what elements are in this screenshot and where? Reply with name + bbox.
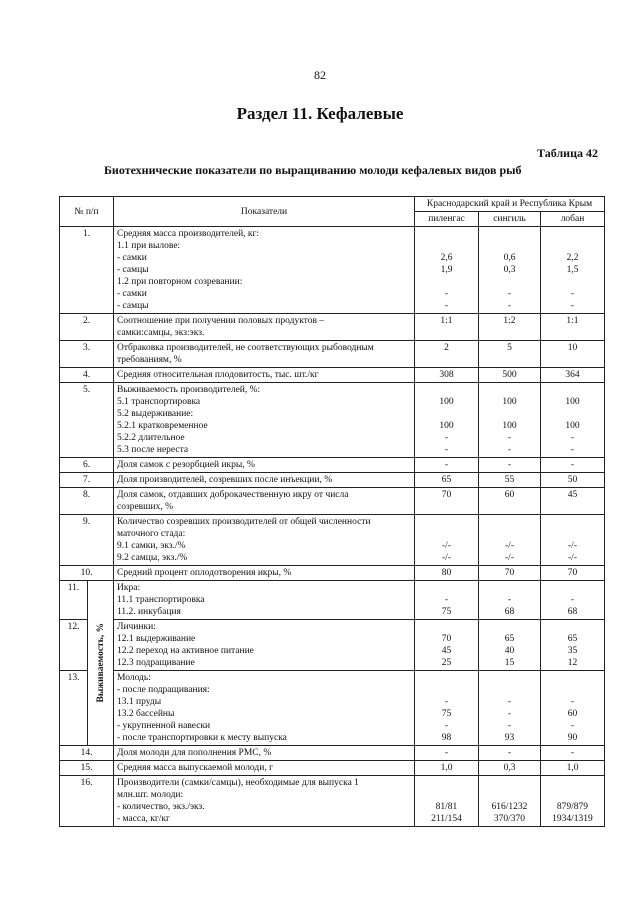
value-line <box>482 228 537 240</box>
indicator-line: 13.2 бассейны <box>117 709 175 719</box>
value-cell <box>541 620 605 671</box>
value-cell <box>479 383 541 458</box>
value-line: 25 <box>441 658 452 668</box>
indicator-line: - количество, экз./экз. <box>117 802 205 812</box>
value-line: - <box>570 595 575 605</box>
value-cell <box>479 314 541 341</box>
value-cell <box>541 671 605 746</box>
row-number: 11. <box>60 581 88 620</box>
indicators-table <box>59 196 605 827</box>
value-cell <box>479 368 541 383</box>
value-cell <box>541 488 605 515</box>
value-line: 70 <box>441 490 452 500</box>
value-line <box>544 516 601 528</box>
value-cell <box>541 341 605 368</box>
value-line: - <box>444 595 449 605</box>
table-row <box>60 341 605 368</box>
header-species: пиленгас <box>415 212 479 227</box>
indicator-line: - после подращивания: <box>117 685 210 695</box>
value-cell <box>541 458 605 473</box>
indicator-line: Доля молоди для пополнения РМС, % <box>117 748 272 758</box>
page-number: 82 <box>314 68 326 82</box>
indicator-line: 5.2.1 кратковременное <box>117 421 208 431</box>
value-cell <box>415 314 479 341</box>
value-line: - <box>507 445 512 455</box>
value-line: 68 <box>567 607 578 617</box>
value-line: 65 <box>504 634 515 644</box>
value-line: 15 <box>504 658 515 668</box>
row-number: 7. <box>60 473 114 488</box>
indicator-line: 11.1 транспортировка <box>117 595 205 605</box>
value-line: 80 <box>441 568 452 578</box>
value-line: 60 <box>504 490 515 500</box>
value-line <box>544 777 601 789</box>
value-cell <box>415 473 479 488</box>
value-line <box>544 240 601 252</box>
value-line <box>544 789 601 801</box>
indicator-line: 12.3 подращивание <box>117 658 195 668</box>
value-line: - <box>507 595 512 605</box>
value-cell <box>415 488 479 515</box>
value-line: -/- <box>568 541 577 551</box>
table-row <box>60 383 605 458</box>
value-line <box>418 408 475 420</box>
value-line: - <box>507 709 512 719</box>
value-line <box>544 621 601 633</box>
indicator-line: - самцы <box>117 301 149 311</box>
value-line <box>482 384 537 396</box>
value-cell <box>415 227 479 314</box>
value-cell <box>479 776 541 827</box>
section-title: Раздел 11. Кефалевые <box>236 104 404 123</box>
row-number: 15. <box>60 761 114 776</box>
header-number: № п/п <box>60 197 114 227</box>
value-line <box>418 621 475 633</box>
row-number: 5. <box>60 383 114 458</box>
value-line <box>418 528 475 540</box>
indicator-cell <box>114 671 415 746</box>
value-cell <box>415 515 479 566</box>
value-line: 2,2 <box>566 253 579 263</box>
value-line: - <box>444 289 449 299</box>
indicator-line: 5.2.2 длительное <box>117 433 185 443</box>
value-line <box>544 384 601 396</box>
indicator-line: - самки <box>117 289 147 299</box>
indicator-cell <box>114 488 415 515</box>
table-header-row <box>60 197 605 212</box>
value-cell <box>479 227 541 314</box>
value-line <box>418 684 475 696</box>
value-line: - <box>570 721 575 731</box>
indicator-line: созревших, % <box>117 502 173 512</box>
value-line: 0,3 <box>503 265 516 275</box>
value-line: 70 <box>504 568 515 578</box>
indicator-line: - масса, кг/кг <box>117 814 170 824</box>
value-line <box>418 672 475 684</box>
value-line <box>482 621 537 633</box>
value-line: -/- <box>442 553 451 563</box>
indicator-line: Доля производителей, созревших после инъекции, % <box>117 475 333 485</box>
value-line: 70 <box>441 634 452 644</box>
value-line: 75 <box>441 607 452 617</box>
value-line: 0,3 <box>503 763 516 773</box>
value-cell <box>415 566 479 581</box>
indicator-line: - укрупненной навески <box>117 721 211 731</box>
value-line: 10 <box>567 343 578 353</box>
value-line: 1:2 <box>503 316 516 326</box>
value-cell <box>479 761 541 776</box>
indicator-line: маточного стада: <box>117 529 186 539</box>
value-line: 308 <box>439 370 454 380</box>
value-line: 40 <box>504 646 515 656</box>
indicator-cell <box>114 368 415 383</box>
value-line <box>544 684 601 696</box>
value-line <box>544 228 601 240</box>
value-line <box>418 240 475 252</box>
indicator-line: Средний процент оплодотворения икры, % <box>117 568 292 578</box>
indicator-cell <box>114 566 415 581</box>
indicator-line: Производители (самки/самцы), необходимые для выпуска 1 <box>117 778 359 788</box>
value-line: 100 <box>439 397 454 407</box>
indicator-line: Личинки: <box>117 622 156 632</box>
table-row <box>60 761 605 776</box>
value-cell <box>415 383 479 458</box>
indicator-line: Икра: <box>117 583 141 593</box>
value-line: - <box>507 433 512 443</box>
value-line <box>482 408 537 420</box>
value-line: 1,0 <box>440 763 453 773</box>
indicator-line: требованиям, % <box>117 355 182 365</box>
value-line: 211/154 <box>431 814 462 824</box>
value-cell <box>415 776 479 827</box>
value-cell <box>415 746 479 761</box>
value-cell <box>479 746 541 761</box>
indicator-line: 5.3 после нереста <box>117 445 189 455</box>
indicator-line: 12.1 выдерживание <box>117 634 196 644</box>
table-row <box>60 581 605 620</box>
value-cell <box>479 581 541 620</box>
value-cell <box>541 761 605 776</box>
indicator-cell <box>114 458 415 473</box>
value-cell <box>479 458 541 473</box>
value-line <box>418 384 475 396</box>
value-line: 616/1232 <box>491 802 528 812</box>
value-line: -/- <box>505 541 514 551</box>
value-line <box>544 672 601 684</box>
value-line: 500 <box>502 370 517 380</box>
value-cell <box>415 620 479 671</box>
value-line: 0,6 <box>503 253 516 263</box>
value-line: - <box>444 433 449 443</box>
header-species: сингиль <box>479 212 541 227</box>
value-line <box>418 276 475 288</box>
value-line: 90 <box>567 733 578 743</box>
indicator-line: Доля самок, отдавших доброкачественную икру от числа <box>117 490 349 500</box>
value-line <box>482 528 537 540</box>
value-line <box>544 408 601 420</box>
indicator-cell <box>114 314 415 341</box>
value-cell <box>479 671 541 746</box>
value-line <box>418 228 475 240</box>
value-line: - <box>444 697 449 707</box>
row-number: 13. <box>60 671 88 746</box>
value-line: 100 <box>439 421 454 431</box>
indicator-line: 9.1 самки, экз./% <box>117 541 186 551</box>
value-line: - <box>570 697 575 707</box>
indicator-cell <box>114 383 415 458</box>
value-line: 879/879 <box>556 802 589 812</box>
row-number: 16. <box>60 776 114 827</box>
indicator-line: млн.шт. молоди: <box>117 790 184 800</box>
indicator-line: Средняя масса производителей, кг: <box>117 229 260 239</box>
value-line: 98 <box>441 733 452 743</box>
value-cell <box>479 566 541 581</box>
value-line: 93 <box>504 733 515 743</box>
value-line: 35 <box>567 646 578 656</box>
indicator-line: 13.1 пруды <box>117 697 162 707</box>
value-cell <box>415 671 479 746</box>
value-cell <box>479 341 541 368</box>
value-line: 81/81 <box>435 802 458 812</box>
value-cell <box>415 458 479 473</box>
value-line: 364 <box>565 370 580 380</box>
table-number: Таблица 42 <box>537 146 598 160</box>
row-number: 2. <box>60 314 114 341</box>
value-line: 1,5 <box>566 265 579 275</box>
value-line: 65 <box>441 475 452 485</box>
table-row <box>60 776 605 827</box>
value-line: - <box>570 748 575 758</box>
indicator-cell <box>114 776 415 827</box>
indicator-line: Количество созревших производителей от общей численности <box>117 517 371 527</box>
value-line: 2 <box>444 343 449 353</box>
value-line: 68 <box>504 607 515 617</box>
value-line: - <box>570 433 575 443</box>
value-cell <box>479 515 541 566</box>
value-line: 12 <box>567 658 578 668</box>
value-line: - <box>444 445 449 455</box>
indicator-line: 5.2 выдерживание: <box>117 409 194 419</box>
value-line <box>482 789 537 801</box>
indicator-line: Выживаемость производителей, %: <box>117 385 261 395</box>
indicator-line: Средняя относительная плодовитость, тыс. шт./кг <box>117 370 319 380</box>
value-line <box>418 516 475 528</box>
indicator-line: Молодь: <box>117 673 151 683</box>
value-line: 45 <box>441 646 452 656</box>
value-line: - <box>444 748 449 758</box>
indicator-cell <box>114 515 415 566</box>
value-cell <box>541 314 605 341</box>
value-line: - <box>507 721 512 731</box>
value-cell <box>541 473 605 488</box>
indicator-line: 11.2. инкубация <box>117 607 181 617</box>
value-line <box>544 528 601 540</box>
value-line <box>482 582 537 594</box>
header-region: Краснодарский край и Республика Крым <box>415 197 605 212</box>
value-line: 1:1 <box>566 316 579 326</box>
value-line <box>418 582 475 594</box>
indicator-line: 1.1 при вылове: <box>117 241 181 251</box>
value-line <box>544 276 601 288</box>
value-line <box>482 240 537 252</box>
table-row <box>60 566 605 581</box>
value-line: - <box>444 721 449 731</box>
indicator-cell <box>114 227 415 314</box>
value-line: - <box>507 289 512 299</box>
indicator-cell <box>114 581 415 620</box>
table-row <box>60 515 605 566</box>
value-line <box>418 789 475 801</box>
indicator-line: Средняя масса выпускаемой молоди, г <box>117 763 273 773</box>
value-cell <box>541 776 605 827</box>
value-line: - <box>507 748 512 758</box>
value-line: 1934/1319 <box>552 814 593 824</box>
value-line: 5 <box>507 343 512 353</box>
value-cell <box>541 566 605 581</box>
indicator-line: 12.2 переход на активное питание <box>117 646 254 656</box>
value-line: 60 <box>567 709 578 719</box>
value-line: 50 <box>567 475 578 485</box>
value-line: - <box>444 460 449 470</box>
value-line: - <box>444 301 449 311</box>
value-line: 1,0 <box>566 763 579 773</box>
value-cell <box>479 473 541 488</box>
indicator-line: самки:самцы, экз:экз. <box>117 328 205 338</box>
value-line: 100 <box>565 397 580 407</box>
value-line: 100 <box>502 421 517 431</box>
value-line <box>482 516 537 528</box>
value-cell <box>541 746 605 761</box>
indicator-line: 9.2 самцы, экз./% <box>117 553 188 563</box>
value-line: 1,9 <box>440 265 453 275</box>
value-line: 55 <box>504 475 515 485</box>
indicator-cell <box>114 473 415 488</box>
header-species: лобан <box>541 212 605 227</box>
table-row <box>60 368 605 383</box>
row-number: 14. <box>60 746 114 761</box>
value-line: -/- <box>442 541 451 551</box>
value-cell <box>479 488 541 515</box>
value-cell <box>541 515 605 566</box>
value-cell <box>541 368 605 383</box>
row-number: 4. <box>60 368 114 383</box>
indicator-line: Отбраковка производителей, не соответствующих рыбоводным <box>117 343 374 353</box>
header-indicator: Показатели <box>114 197 415 227</box>
table-row <box>60 620 605 671</box>
indicator-line: 1.2 при повторном созревании: <box>117 277 243 287</box>
row-number: 10. <box>60 566 114 581</box>
value-line: - <box>507 301 512 311</box>
row-number: 9. <box>60 515 114 566</box>
value-line: 75 <box>441 709 452 719</box>
indicator-line: - после транспортировки к месту выпуска <box>117 733 287 743</box>
value-line: 1:1 <box>440 316 453 326</box>
value-line: -/- <box>505 553 514 563</box>
value-line: 65 <box>567 634 578 644</box>
value-line: - <box>507 697 512 707</box>
survival-group-label: Выживаемость, % <box>95 623 106 703</box>
indicator-line: - самки <box>117 253 147 263</box>
value-cell <box>541 383 605 458</box>
table-caption: Биотехнические показатели по выращиванию молоди кефалевых видов рыб <box>104 163 522 177</box>
row-number: 6. <box>60 458 114 473</box>
row-number: 12. <box>60 620 88 671</box>
value-cell <box>479 620 541 671</box>
survival-group-label-cell <box>88 581 114 746</box>
indicator-cell <box>114 341 415 368</box>
value-line: - <box>507 460 512 470</box>
indicator-line: Доля самок с резорбцией икры, % <box>117 460 255 470</box>
value-line: 370/370 <box>493 814 526 824</box>
indicator-line: - самцы <box>117 265 149 275</box>
value-line: - <box>570 301 575 311</box>
value-line: - <box>570 460 575 470</box>
table-row <box>60 488 605 515</box>
value-cell <box>415 368 479 383</box>
value-cell <box>415 341 479 368</box>
value-line <box>418 777 475 789</box>
value-line: 45 <box>567 490 578 500</box>
value-line <box>482 777 537 789</box>
value-line: - <box>570 445 575 455</box>
table-row <box>60 671 605 746</box>
row-number: 1. <box>60 227 114 314</box>
row-number: 8. <box>60 488 114 515</box>
indicator-cell <box>114 620 415 671</box>
value-cell <box>415 581 479 620</box>
value-line <box>482 276 537 288</box>
table-row <box>60 473 605 488</box>
value-line: 70 <box>567 568 578 578</box>
value-cell <box>541 227 605 314</box>
table-row <box>60 227 605 314</box>
table-row <box>60 458 605 473</box>
value-line: 2,6 <box>440 253 453 263</box>
value-line <box>544 582 601 594</box>
table-row <box>60 746 605 761</box>
value-line: 100 <box>565 421 580 431</box>
value-line <box>482 684 537 696</box>
indicator-line: Соотношение при получении половых продуктов – <box>117 316 325 326</box>
value-cell <box>415 761 479 776</box>
indicator-line: 5.1 транспортировка <box>117 397 201 407</box>
indicator-cell <box>114 746 415 761</box>
value-line: -/- <box>568 553 577 563</box>
table-row <box>60 314 605 341</box>
value-line: - <box>570 289 575 299</box>
value-line <box>482 672 537 684</box>
indicator-cell <box>114 761 415 776</box>
row-number: 3. <box>60 341 114 368</box>
value-cell <box>541 581 605 620</box>
value-line: 100 <box>502 397 517 407</box>
